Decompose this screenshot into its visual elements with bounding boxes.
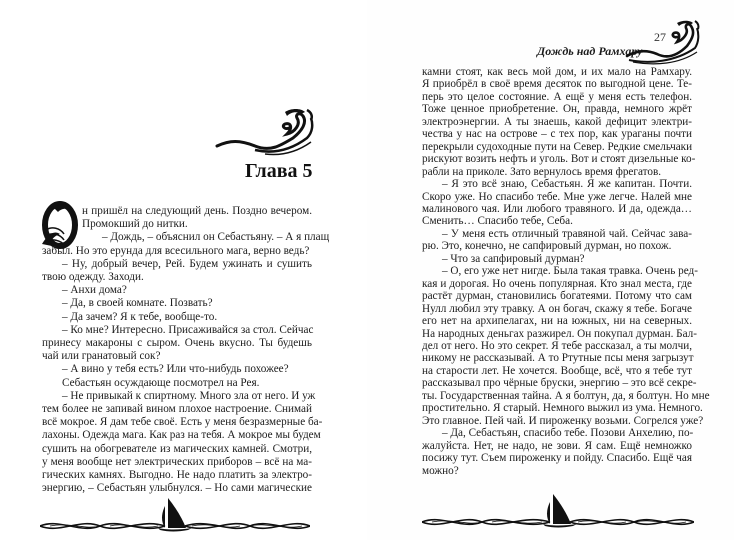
text-line: посижу тут. Съем пироженку и пойду. Спасибо. Ещё чая [422, 452, 692, 465]
text-line: чества у нас на острове – с тех пор, как ураганы почти [422, 128, 692, 141]
text-line: Я приобрёл в своё время десяток по выгодной цене. Те- [422, 78, 692, 91]
text-line: жалуйста. Нет, не надо, не зови. Я сам. Ещё немножко [422, 439, 692, 452]
text-line: на старости лет. Не хочется. Вообще, всё, что я тебе тут [422, 364, 692, 377]
right-page-body [422, 66, 710, 477]
sailboat-waves-ornament-icon [40, 496, 310, 536]
text-line: – Да, Себастьян, спасибо тебе. Позови Анхелию, по- [442, 427, 694, 440]
text-line: энергию, – Себастьян улыбнулся. – Но сами магические [42, 482, 312, 495]
text-line: – Анхи дома? [62, 284, 127, 297]
text-line: – Дождь, – объяснил он Себастьяну. – А я плащ [102, 231, 330, 244]
text-line: тем более не запивай вином плохое настроение. Снимай [42, 403, 312, 416]
text-line: его нет на архипелагах, ни на южных, ни на северных. [422, 315, 692, 328]
text-line: Скоро уже. Но спасибо тебе. Мне уже легче. Налей мне [422, 190, 692, 203]
sailboat-waves-ornament-icon [422, 492, 694, 532]
text-line: рабли на приколе. Зато вернулось время фрегатов. [422, 165, 662, 178]
text-line: всё мокрое. Я дам тебе своё. Есть у меня безразмерные ба- [42, 416, 323, 429]
text-line: Себастьян осуждающе посмотрел на Рея. [62, 376, 260, 389]
text-line: ты. Государственная тайна. А я болтун, да, я болтун. Но мне [422, 389, 710, 402]
text-line: дел от него. Но это секрет. Я тебе рассказал, а ты молчи, [422, 339, 692, 352]
text-line: – Да зачем? Я к тебе, вообще-то. [62, 310, 218, 323]
text-line: – Ко мне? Интересно. Присаживайся за стол. Сейчас [62, 323, 314, 336]
wave-splash-icon [215, 108, 315, 158]
text-line: – Да, в своей комнате. Позвать? [62, 297, 213, 310]
text-line: Это главное. Пей чай. И пироженку возьми. Согрелся уже? [422, 414, 704, 427]
chapter-title: Глава 5 [245, 160, 313, 182]
text-line: перекрыли судоходные пути на Север. Редкие смельчаки [422, 140, 693, 153]
text-line: принесу макароны с сыром. Очень вкусно. Ты будешь [42, 337, 312, 350]
text-line: камни стоят, как весь мой дом, и их мало на Рамхару. [422, 66, 692, 78]
text-line: – Что за сапфировый дурман? [442, 252, 585, 265]
text-line: перь это целое состояние. А ещё у меня есть телефон. [422, 90, 692, 103]
text-line: растёт дурман, становились богатеями. Потому что сам [422, 290, 692, 303]
text-line: рю. Это, конечно, не сапфировый дурман, но похож. [422, 240, 672, 253]
text-line: рискуют возить нефть и уголь. Вот и стоят дизельные ко- [422, 153, 696, 166]
text-line: Тоже ценное приобретение. Он, правда, немного жрёт [422, 103, 692, 116]
text-line: Нулл любил эту травку. А он богач, скажу я тебе. Богаче [422, 302, 692, 315]
text-line: Сменить… Спасибо тебе, Себа. [422, 215, 573, 228]
text-line: твою одежду. Заходи. [42, 271, 144, 284]
text-line: кая и дорогая. Но очень популярная. Кто знал места, где [422, 277, 692, 290]
text-line: рассказывал про чёрные бруски, энергию – это всё секре- [422, 377, 697, 390]
text-line: – У меня есть отличный травяной чай. Сейчас зава- [442, 227, 692, 240]
text-line: у меня вообще нет электрических приборов – всё на ма- [42, 455, 312, 468]
running-header-title: Дождь над Рамхару [537, 44, 643, 58]
text-line: – О, его уже нет нигде. Была такая травка. Очень ред- [442, 265, 698, 278]
left-page-body [42, 205, 330, 495]
text-line: – А вино у тебя есть? Или что-нибудь похожее? [62, 363, 289, 376]
text-line: можно? [422, 464, 459, 477]
text-line: электроэнергии. А ты знаешь, какой дефицит электри- [422, 115, 692, 128]
text-line: чай или гранатовый сок? [42, 350, 161, 363]
page-number: 27 [654, 30, 666, 44]
wave-splash-icon [625, 20, 700, 65]
text-line: никому не рассказывай. А то Ртутные псы меня загрызут [422, 352, 694, 365]
text-line: малинового чая. Или любого травяного. И да, одежда… [422, 202, 692, 215]
text-line: Промокший до нитки. [82, 218, 188, 231]
text-line: На народных деньгах разжирел. Он покупал дурман. Бал- [422, 327, 697, 340]
text-line: – Не привыкай к спиртному. Много зла от него. И уж [62, 389, 316, 402]
text-line: – Ну, добрый вечер, Рей. Будем ужинать и сушить [62, 257, 312, 270]
text-line: сушить на обогревателе из магических камней. Смотри, [42, 442, 312, 455]
text-line: лахоны. Одежда мага. Как раз на тебя. А мокрое мы будем [42, 429, 321, 442]
text-line: забыл. Но это ерунда для всесильного мага, верно ведь? [42, 244, 310, 257]
text-line: простительно. Я старый. Немного выжил из ума. Немного. [422, 402, 703, 415]
text-line: гических камнях. Выгодно. Не надо платить за электро- [42, 469, 312, 482]
text-line: н пришёл на следующий день. Поздно вечером. [82, 205, 312, 217]
text-line: – Я это всё знаю, Себастьян. Я же капитан. Почти. [442, 178, 692, 191]
